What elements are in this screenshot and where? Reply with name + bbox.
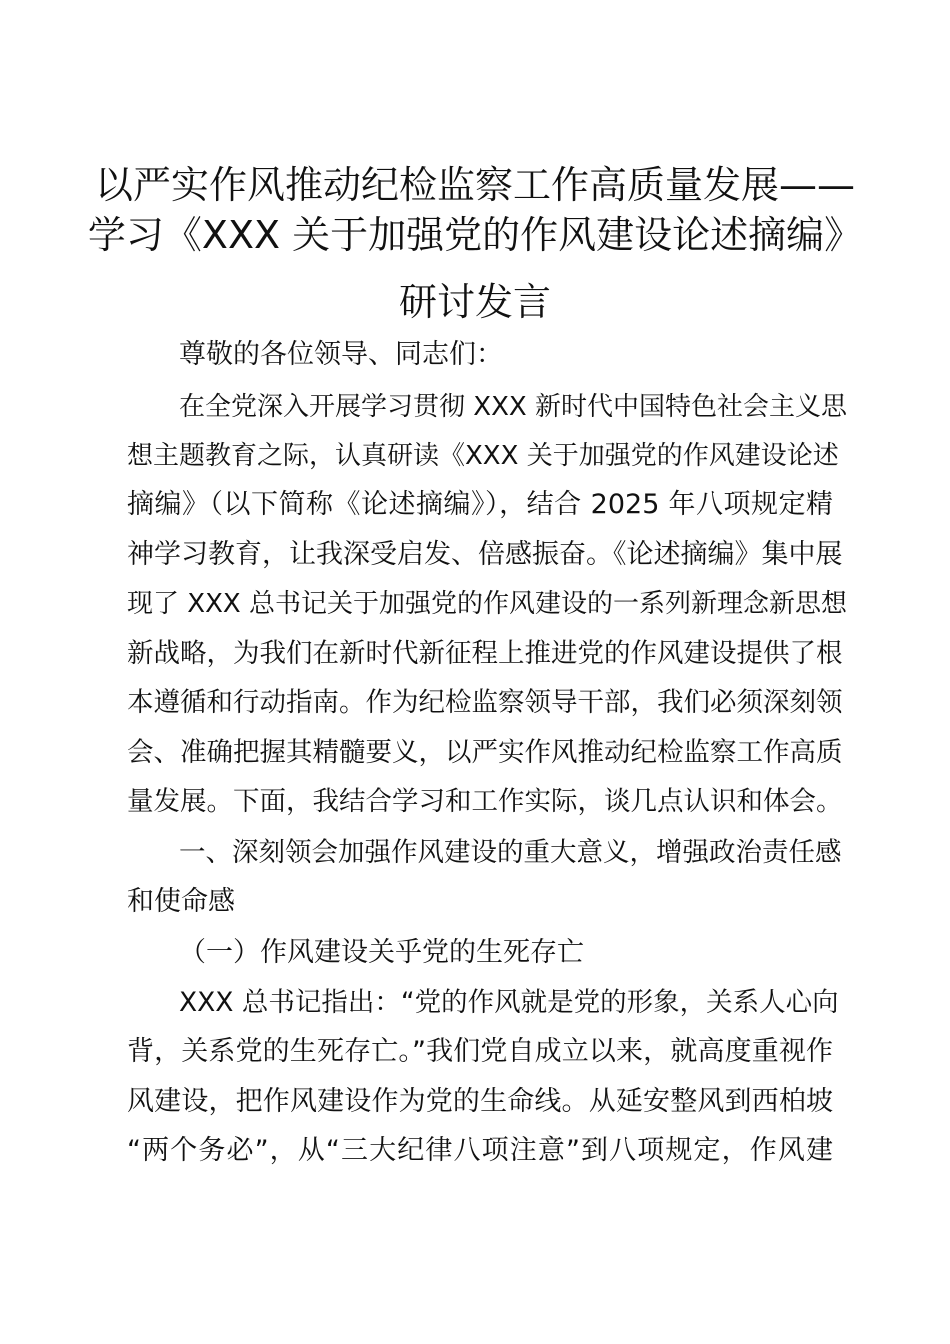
intro-line-5: 现了 XXX 总书记关于加强党的作风建设的一系列新理念新思想 <box>127 589 847 619</box>
subsection-1-line-3: 风建设，把作风建设作为党的生命线。从延安整风到西柏坡 <box>127 1086 833 1117</box>
intro-line-1: 在全党深入开展学习贯彻 XXX 新时代中国特色社会主义思 <box>179 392 847 422</box>
intro-line-3: 摘编》（以下简称《论述摘编》），结合 2025 年八项规定精 <box>127 489 833 520</box>
intro-line-8: 会、准确把握其精髓要义，以严实作风推动纪检监察工作高质 <box>127 737 843 768</box>
subsection-1-line-4: “两个务必”，从“三大纪律八项注意”到八项规定，作风建 <box>127 1135 833 1166</box>
intro-line-2: 想主题教育之际，认真研读《XXX 关于加强党的作风建设论述 <box>127 441 839 471</box>
title-line-3: 研讨发言 <box>398 280 551 324</box>
subsection-1-line-2: 背，关系党的生死存亡。”我们党自成立以来，就高度重视作 <box>127 1036 833 1067</box>
intro-line-4: 神学习教育，让我深受启发、倍感振奋。《论述摘编》集中展 <box>127 539 843 570</box>
subsection-1-heading: （一）作风建设关乎党的生死存亡 <box>179 937 584 968</box>
intro-line-9: 量发展。下面，我结合学习和工作实际，谈几点认识和体会。 <box>127 786 843 817</box>
title-line-1: 以严实作风推动纪检监察工作高质量发展—— <box>94 163 855 207</box>
title-line-2: 学习《XXX 关于加强党的作风建设论述摘编》 <box>87 213 863 257</box>
salutation: 尊敬的各位领导、同志们： <box>179 339 503 370</box>
section-1-heading-line-1: 一、深刻领会加强作风建设的重大意义，增强政治责任感 <box>179 837 842 868</box>
section-1-heading-line-2: 和使命感 <box>127 886 235 917</box>
intro-line-6: 新战略，为我们在新时代新征程上推进党的作风建设提供了根 <box>127 638 843 669</box>
intro-line-7: 本遵循和行动指南。作为纪检监察领导干部，我们必须深刻领 <box>127 687 843 718</box>
subsection-1-line-1: XXX 总书记指出：“党的作风就是党的形象，关系人心向 <box>179 987 839 1018</box>
